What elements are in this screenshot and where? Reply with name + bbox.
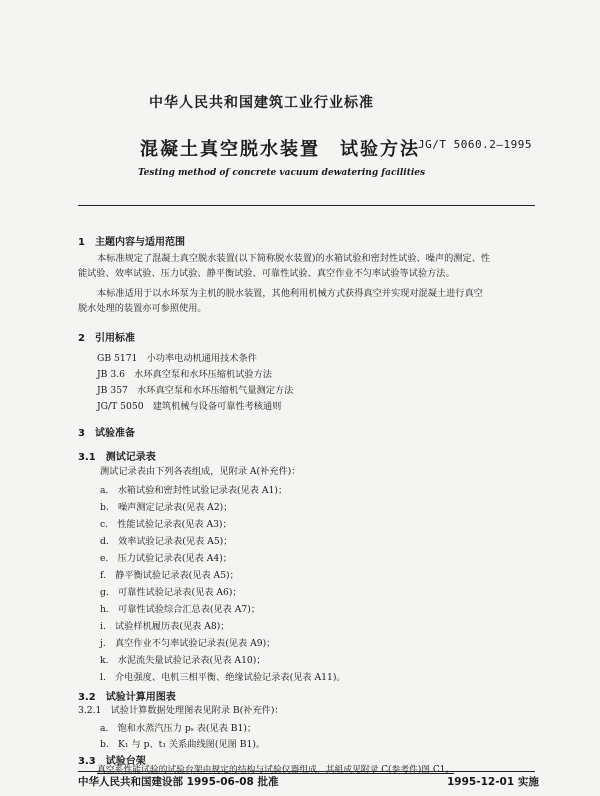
standard-org-heading: 中华人民共和国建筑工业行业标准 [149, 95, 374, 111]
section3-1-heading: 3.1 测试记录表 [78, 452, 156, 463]
record-table-item: f. 静平衡试验记录表(见表 A5)； [100, 570, 239, 581]
approval-text: 中华人民共和国建设部 1995-06-08 批准 [78, 776, 279, 788]
record-table-item: l. 介电强度、电机三相平衡、绝缘试验记录表(见表 A11)。 [100, 672, 346, 683]
record-table-item: g. 可靠性试验记录表(见表 A6)； [100, 587, 242, 598]
section3-1-intro: 测试记录表由下列各表组成，见附录 A(补充件)： [100, 466, 301, 477]
chart-item: a. 饱和水蒸汽压力 pₛ 表(见表 B1)； [100, 723, 257, 734]
section3-2-1-line: 3.2.1 试验计算数据处理图表见附录 B(补充件)： [78, 705, 284, 716]
reference-item: JB 3.6 水环真空泵和水环压缩机试验方法 [97, 369, 272, 380]
reference-item: GB 5171 小功率电动机通用技术条件 [97, 353, 257, 364]
record-table-item: h. 可靠性试验综合汇总表(见表 A7)； [100, 604, 261, 615]
section3-2-heading: 3.2 试验计算用图表 [78, 692, 176, 703]
record-table-item: d. 效率试验记录表(见表 A5)； [100, 536, 233, 547]
section2-heading: 2 引用标准 [78, 333, 135, 344]
section3-3-line: 真空系性能试验的试验台架由规定的结构与试验仪器组成，其組成见附录 C(参考件)图 C1。 [97, 765, 455, 775]
record-table-item: j. 真空作业不匀率试验记录表(见表 A9)； [100, 638, 276, 649]
header-divider [78, 205, 535, 206]
section3-heading: 3 试验准备 [78, 428, 135, 439]
section1-para2-line1: 本标准适用于以水环泵为主机的脱水装置，其他利用机械方式获得真空并实现对混凝土进行真空 [97, 288, 483, 299]
section1-para1-line2: 能试验、效率试验、压力试验、静平衡试验、可靠性试验、真空作业不匀率试验等试验方法。 [78, 268, 455, 279]
standard-number: JG/T 5060.2—1995 [418, 138, 532, 151]
record-table-item: k. 水泥流失量试验记录表(见表 A10)； [100, 655, 266, 666]
section1-para1-line1: 本标准规定了混凝土真空脱水装置(以下简称脱水装置)的水箱试验和密封性试验、噪声的测定、性 [97, 253, 491, 264]
chart-item: b. K₁ 与 p、t₁ 关系曲线图(见图 B1)。 [100, 739, 266, 750]
record-table-item: a. 水箱试验和密封性试验记录表(见表 A1)； [100, 485, 288, 496]
section1-para2-line2: 脱水处理的装置亦可参照使用。 [78, 303, 207, 314]
record-table-item: i. 试验样机履历表(见表 A8)； [100, 621, 230, 632]
footer-divider [78, 771, 535, 772]
document-title-cn: 混凝土真空脱水装置 试验方法 [140, 139, 420, 160]
document-title-en: Testing method of concrete vacuum dewatering facilities [138, 168, 426, 178]
section3-3-heading: 3.3 试验台架 [78, 756, 146, 767]
record-table-item: b. 噪声测定记录表(见表 A2)； [100, 502, 233, 513]
reference-item: JG/T 5050 建筑机械与设备可靠性考核通则 [97, 401, 282, 412]
reference-item: JB 357 水环真空泵和水环压缩机气量测定方法 [97, 385, 294, 396]
section1-heading: 1 主题内容与适用范围 [78, 237, 185, 248]
effective-date: 1995-12-01 实施 [447, 776, 539, 788]
record-table-item: e. 压力试验记录表(见表 A4)； [100, 553, 232, 564]
record-table-item: c. 性能试验记录表(见表 A3)； [100, 519, 232, 530]
